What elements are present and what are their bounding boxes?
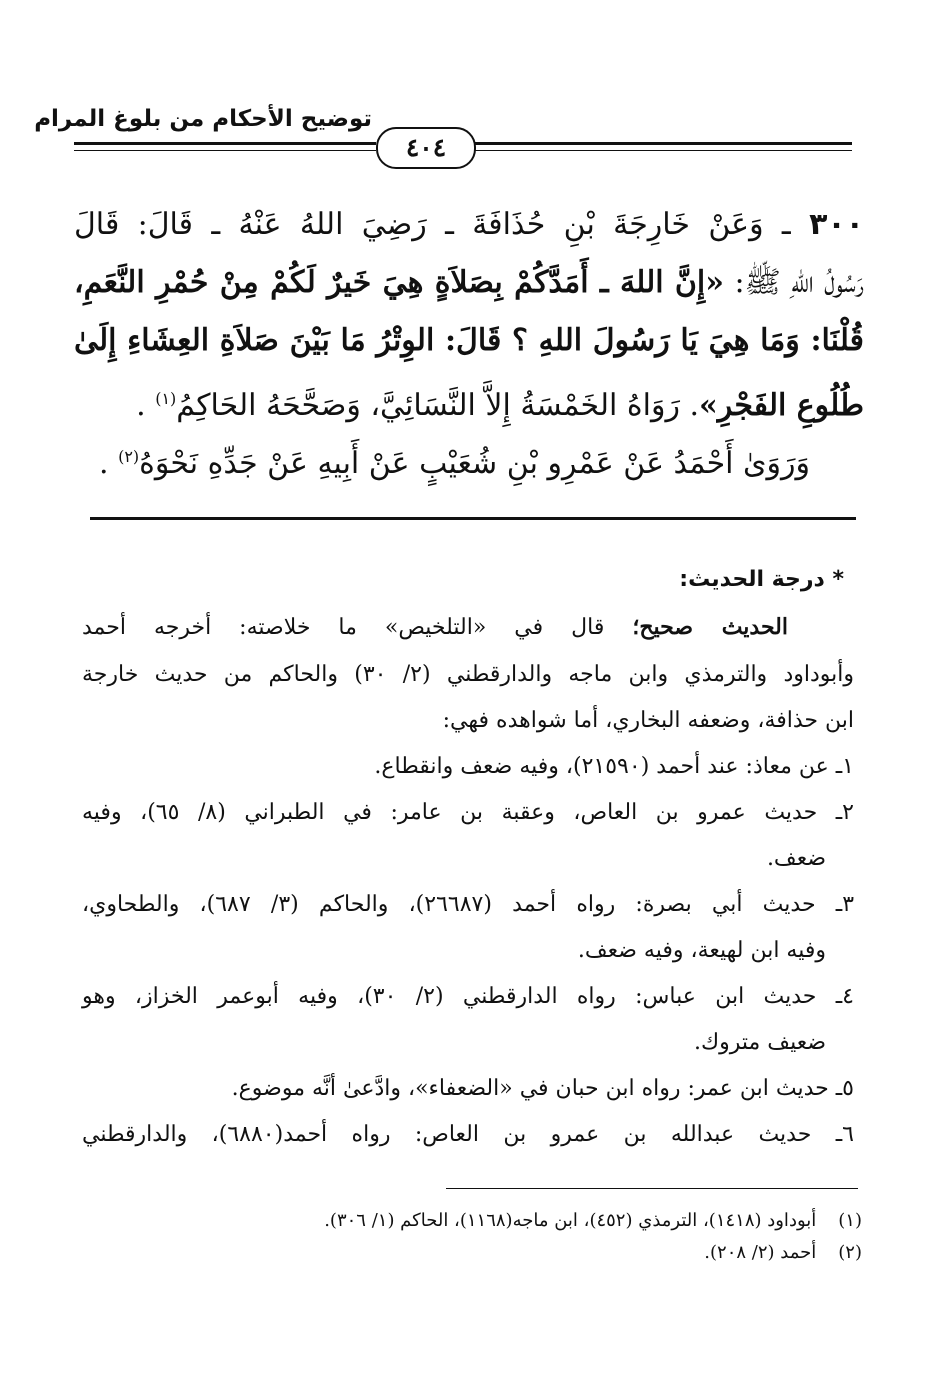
body-line-2: وأبوداود والترمذي وابن ماجه والدارقطني (٢/ ٣٠) والحاكم من حديث خارجة bbox=[82, 662, 854, 687]
header-rule-left bbox=[74, 142, 376, 145]
body-line-1: الحديث صحيح؛ قال في «التلخيص» ما خلاصته: أخرجه أحمد bbox=[82, 614, 788, 640]
hadith-line-5: وَرَوَىٰ أَحْمَدُ عَنْ عَمْرِو بْنِ شُعَيْبٍ عَنْ أَبِيهِ عَنْ جَدِّهِ نَحْوَهُ$^{(٢)}$ . bbox=[98, 446, 810, 481]
list-item-1: ١ـ عن معاذ: عند أحمد (٢١٥٩٠)، وفيه ضعف وانقطاع. bbox=[374, 754, 854, 779]
hadith-line-2: رَسُولُ اللهِ ﷺ: «إِنَّ اللهَ ـ أَمَدَّكُمْ بِصَلاَةٍ هِيَ خَيرٌ لَكُمْ مِنْ حُمْرِ النَّعَمِ، bbox=[74, 265, 865, 300]
body-line-3: ابن حذافة، وضعفه البخاري، أما شواهده فهي: bbox=[442, 708, 854, 733]
footnote-1: (١) أبوداود (١٤١٨)، الترمذي (٤٥٢)، ابن ماجه(١١٦٨)، الحاكم (١/ ٣٠٦). bbox=[324, 1210, 862, 1231]
list-item-2-cont: ضعف. bbox=[766, 846, 826, 871]
hadith-line-1: ٣٠٠ ـ وَعَنْ خَارِجَةَ بْنِ حُذَافَةَ ـ رَضِيَ اللهُ عَنْهُ ـ قَالَ: قَالَ bbox=[74, 207, 864, 242]
hadith-line-4: طُلُوعِ الفَجْرِ». رَوَاهُ الخَمْسَةُ إِلاَّ النَّسَائِيَّ، وَصَحَّحَهُ الحَاكِمُ$^{(١)}$ . bbox=[136, 388, 864, 423]
section-heading: * درجة الحديث: bbox=[679, 567, 844, 592]
list-item-6: ٦ـ حديث عبدالله بن عمرو بن العاص: رواه أحمد(٦٨٨٠)، والدارقطني bbox=[82, 1122, 854, 1147]
section-divider bbox=[90, 517, 856, 520]
hadith-line-3: قُلْنَا: وَمَا هِيَ يَا رَسُولَ اللهِ ؟ قَالَ: الوِتْرُ مَا بَيْنَ صَلاَةِ العِشَاءِ إِلَىٰ bbox=[74, 323, 864, 358]
list-item-4: ٤ـ حديث ابن عباس: رواه الدارقطني (٢/ ٣٠)، وفيه أبوعمر الخزاز، وهو bbox=[82, 984, 854, 1009]
list-item-4-cont: ضعيف متروك. bbox=[693, 1030, 826, 1055]
list-item-5: ٥ـ حديث ابن عمر: رواه ابن حبان في «الضعفاء»، وادَّعىٰ أنَّه موضوع. bbox=[231, 1076, 854, 1101]
list-item-2: ٢ـ حديث عمرو بن العاص، وعقبة بن عامر: في الطبراني (٨/ ٦٥)، وفيه bbox=[82, 800, 854, 825]
footnote-ref-2: (٢) bbox=[118, 447, 140, 466]
footnote-ref-1: (١) bbox=[155, 389, 177, 408]
running-title: توضيح الأحكام من بلوغ المرام bbox=[34, 106, 372, 132]
hadith-number: ٣٠٠ bbox=[809, 207, 864, 242]
page-number: ٤٠٤ bbox=[376, 127, 476, 169]
header-rule-left-thin bbox=[74, 150, 376, 151]
footnote-2: (٢) أحمد (٢/ ٢٠٨). bbox=[704, 1242, 862, 1263]
header-rule-right bbox=[472, 142, 852, 145]
list-item-3: ٣ـ حديث أبي بصرة: رواه أحمد (٢٦٦٨٧)، والحاكم (٣/ ٦٨٧)، والطحاوي، bbox=[82, 892, 855, 917]
header-rule-right-thin bbox=[472, 150, 852, 151]
list-item-3-cont: وفيه ابن لهيعة، وفيه ضعف. bbox=[577, 938, 826, 963]
footnote-divider bbox=[446, 1188, 858, 1189]
